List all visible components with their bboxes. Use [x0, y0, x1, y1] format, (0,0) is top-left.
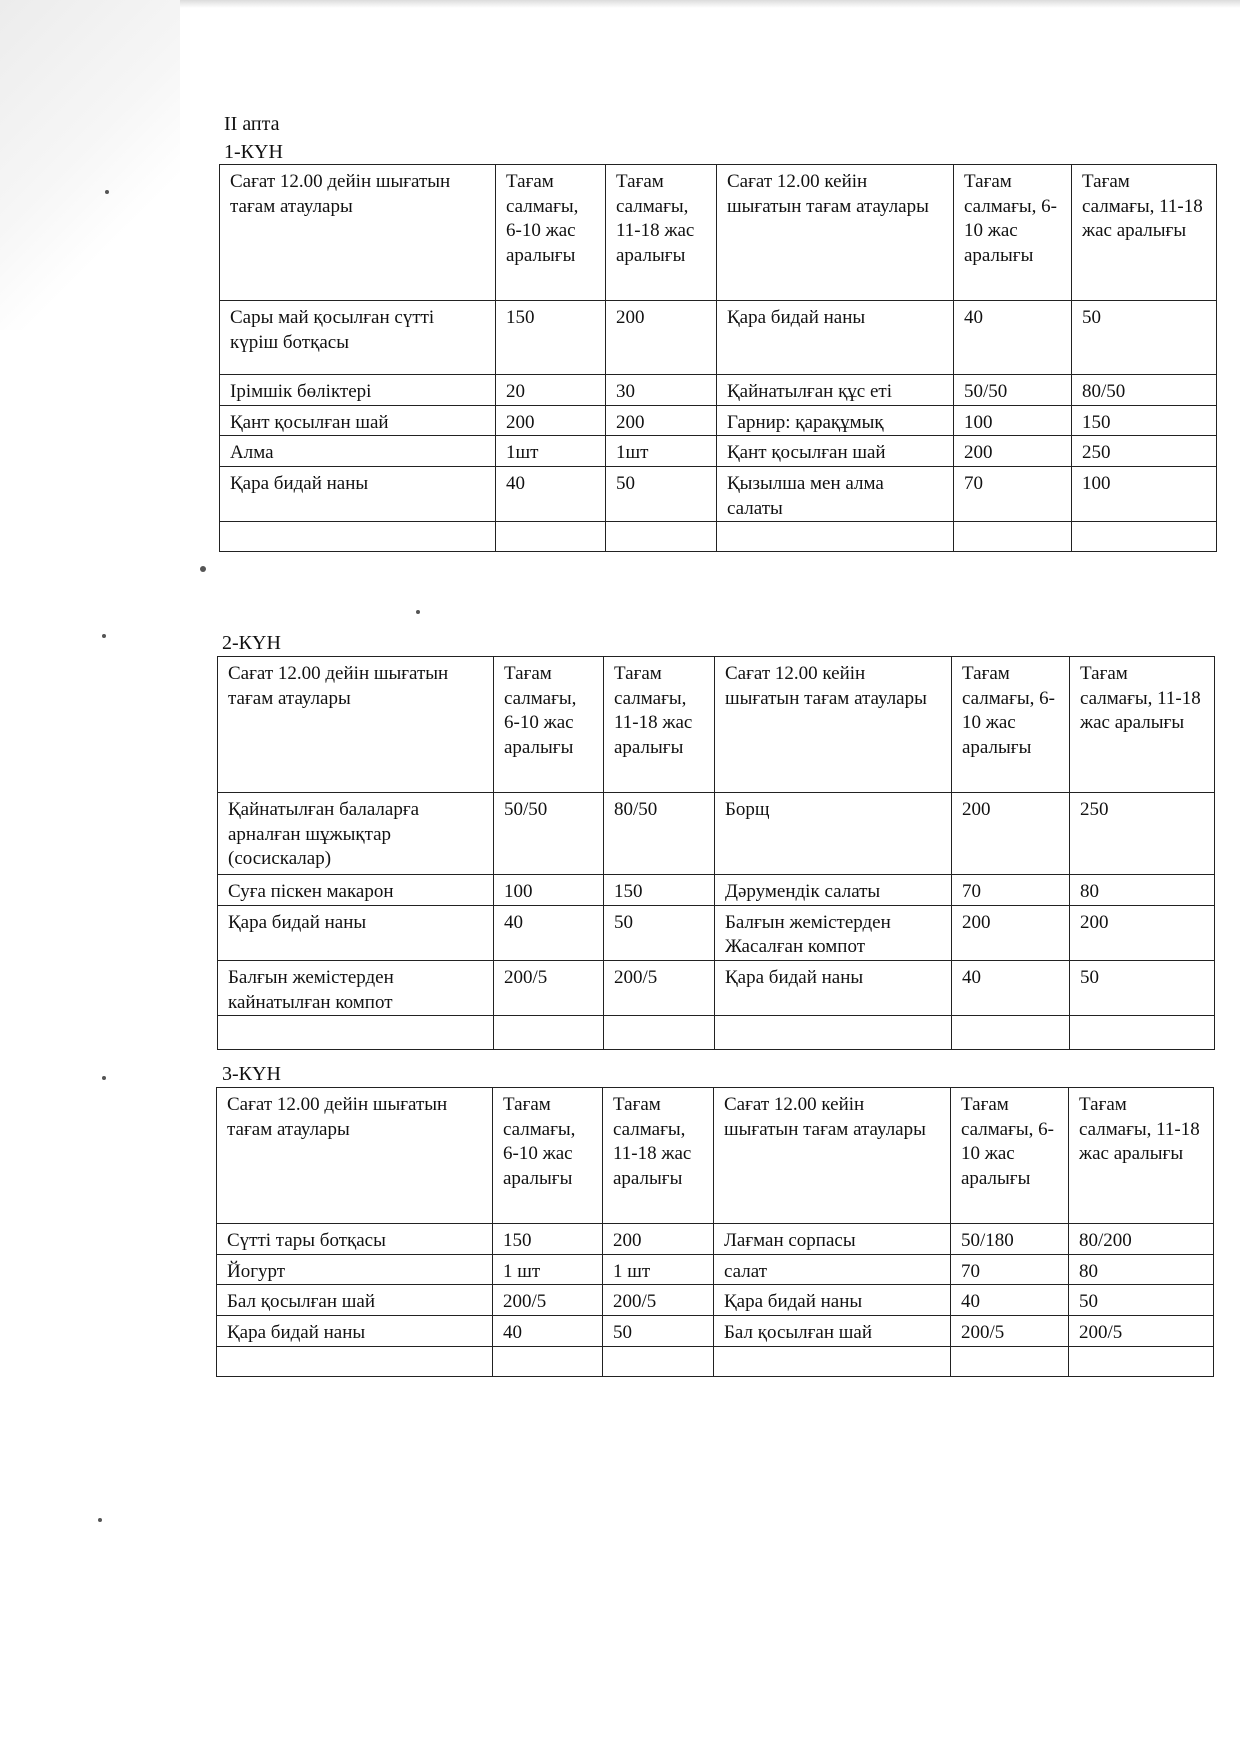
table-cell: 40	[494, 905, 604, 960]
header-cell: Сағат 12.00 кейін шығатын тағам атаулары	[714, 1088, 951, 1224]
table-cell: 200	[952, 793, 1070, 875]
header-cell: Сағат 12.00 кейін шығатын тағам атаулары	[717, 165, 954, 301]
table-cell: 1 шт	[603, 1254, 714, 1285]
header-cell: Тағам салмағы, 11-18 жас аралығы	[603, 1088, 714, 1224]
table-row	[217, 1254, 1214, 1285]
table-cell: 200	[603, 1224, 714, 1255]
table-row	[218, 793, 1215, 875]
scan-speck	[98, 1518, 102, 1522]
table-cell: Бал қосылған шай	[217, 1285, 493, 1316]
header-cell: Тағам салмағы, 6-10 жас аралығы	[954, 165, 1072, 301]
table-cell: Лағман сорпасы	[714, 1224, 951, 1255]
table-cell: 150	[604, 875, 715, 906]
table-cell: салат	[714, 1254, 951, 1285]
table-row-empty	[218, 1016, 1215, 1050]
table-row	[220, 301, 1217, 375]
table-cell: 50	[1069, 1285, 1214, 1316]
table-cell: 70	[951, 1254, 1069, 1285]
table-cell: 50/180	[951, 1224, 1069, 1255]
table-cell	[218, 1016, 494, 1050]
table-cell: 40	[951, 1285, 1069, 1316]
table-row	[218, 961, 1215, 1016]
table-row-empty	[220, 522, 1217, 552]
table-cell: Бал қосылған шай	[714, 1316, 951, 1347]
table-cell: 200/5	[951, 1316, 1069, 1347]
table-cell: Суға піскен макарон	[218, 875, 494, 906]
table-cell: Қара бидай наны	[715, 961, 952, 1016]
table-row	[220, 436, 1217, 467]
table-cell: 40	[496, 467, 606, 522]
table-cell: 80/50	[1072, 375, 1217, 406]
table-cell: 200	[606, 405, 717, 436]
table-row	[220, 467, 1217, 522]
table-cell: Қара бидай наны	[714, 1285, 951, 1316]
scan-speck	[102, 634, 106, 638]
table-cell: 100	[494, 875, 604, 906]
header-cell: Тағам салмағы, 11-18 жас аралығы	[1069, 1088, 1214, 1224]
table-cell: 150	[496, 301, 606, 375]
table-cell: 200/5	[604, 961, 715, 1016]
table-cell: 80/50	[604, 793, 715, 875]
scan-speck	[416, 610, 420, 614]
table-cell: Гарнир: қарақұмық	[717, 405, 954, 436]
header-cell: Тағам салмағы, 6-10 жас аралығы	[952, 657, 1070, 793]
table-cell: Алма	[220, 436, 496, 467]
table-cell	[606, 522, 717, 552]
table-row-empty	[217, 1346, 1214, 1376]
table-cell: Қызылша мен алма салаты	[717, 467, 954, 522]
header-cell: Тағам салмағы, 6-10 жас аралығы	[951, 1088, 1069, 1224]
header-cell: Сағат 12.00 дейін шығатын тағам атаулары	[217, 1088, 493, 1224]
table-cell: Балғын жемістерден кайнатылған компот	[218, 961, 494, 1016]
table-cell: 200/5	[603, 1285, 714, 1316]
table-cell	[952, 1016, 1070, 1050]
table-cell: Сары май қосылған сүтті күріш ботқасы	[220, 301, 496, 375]
header-cell: Тағам салмағы, 11-18 жас аралығы	[1070, 657, 1215, 793]
table-row	[217, 1224, 1214, 1255]
header-cell: Тағам салмағы, 6-10 жас аралығы	[494, 657, 604, 793]
table-cell	[714, 1346, 951, 1376]
table-row	[220, 405, 1217, 436]
table-cell: 50	[1070, 961, 1215, 1016]
table-cell: Қара бидай наны	[717, 301, 954, 375]
table-cell: 100	[1072, 467, 1217, 522]
table-cell: 1шт	[496, 436, 606, 467]
table-header-row	[218, 657, 1215, 793]
table-cell: 200/5	[494, 961, 604, 1016]
table-cell: Дәрумендік салаты	[715, 875, 952, 906]
table-cell: 50/50	[954, 375, 1072, 406]
header-cell: Тағам салмағы, 6-10 жас аралығы	[496, 165, 606, 301]
table-cell	[494, 1016, 604, 1050]
table-cell: Қайнатылған балаларға арналған шұжықтар (сосискалар)	[218, 793, 494, 875]
header-cell: Тағам салмағы, 6-10 жас аралығы	[493, 1088, 603, 1224]
header-cell: Тағам салмағы, 11-18 жас аралығы	[604, 657, 715, 793]
scan-speck	[105, 190, 109, 194]
table-cell: Йогурт	[217, 1254, 493, 1285]
table-row	[217, 1316, 1214, 1347]
day-3-title: 3-КҮН	[222, 1063, 281, 1085]
table-cell: Қант қосылған шай	[220, 405, 496, 436]
day-1-title: 1-КҮН	[224, 141, 283, 163]
table-cell: 80/200	[1069, 1224, 1214, 1255]
table-cell: Қара бидай наны	[220, 467, 496, 522]
table-cell: 40	[954, 301, 1072, 375]
table-cell: 50	[1072, 301, 1217, 375]
table-cell: 150	[493, 1224, 603, 1255]
table-cell: 50	[604, 905, 715, 960]
table-cell: 40	[493, 1316, 603, 1347]
table-cell: 70	[954, 467, 1072, 522]
table-cell: Қара бидай наны	[217, 1316, 493, 1347]
table-cell	[493, 1346, 603, 1376]
table-header-row	[220, 165, 1217, 301]
table-cell	[1072, 522, 1217, 552]
table-cell: Ірімшік бөліктері	[220, 375, 496, 406]
table-cell: 50	[606, 467, 717, 522]
day-2-menu-table	[217, 656, 1215, 1050]
table-cell	[217, 1346, 493, 1376]
table-cell	[715, 1016, 952, 1050]
table-cell: 20	[496, 375, 606, 406]
table-cell: 200	[952, 905, 1070, 960]
table-cell: Балғын жемістерден Жасалған компот	[715, 905, 952, 960]
table-cell: 150	[1072, 405, 1217, 436]
scan-top-edge	[0, 0, 1240, 8]
table-cell: Қайнатылған құс еті	[717, 375, 954, 406]
table-cell: 250	[1070, 793, 1215, 875]
table-cell	[1069, 1346, 1214, 1376]
table-cell: Қант қосылған шай	[717, 436, 954, 467]
table-cell: 70	[952, 875, 1070, 906]
day-2-title: 2-КҮН	[222, 632, 281, 654]
table-cell: 200	[606, 301, 717, 375]
table-cell	[220, 522, 496, 552]
table-cell: 30	[606, 375, 717, 406]
table-cell: 50	[603, 1316, 714, 1347]
table-cell: 200/5	[1069, 1316, 1214, 1347]
table-cell: 50/50	[494, 793, 604, 875]
header-cell: Тағам салмағы, 11-18 жас аралығы	[1072, 165, 1217, 301]
table-cell	[1070, 1016, 1215, 1050]
table-row	[218, 905, 1215, 960]
table-row	[218, 875, 1215, 906]
table-cell	[951, 1346, 1069, 1376]
table-cell: 200	[1070, 905, 1215, 960]
table-cell: Қара бидай наны	[218, 905, 494, 960]
table-cell: 1 шт	[493, 1254, 603, 1285]
table-cell: 200	[954, 436, 1072, 467]
table-header-row	[217, 1088, 1214, 1224]
table-cell: 1шт	[606, 436, 717, 467]
table-cell	[954, 522, 1072, 552]
table-cell: 200	[496, 405, 606, 436]
table-cell: 250	[1072, 436, 1217, 467]
table-cell	[717, 522, 954, 552]
table-cell: Сүтті тары ботқасы	[217, 1224, 493, 1255]
table-cell: Борщ	[715, 793, 952, 875]
scan-speck	[200, 566, 206, 572]
table-cell	[603, 1346, 714, 1376]
table-cell: 40	[952, 961, 1070, 1016]
table-cell	[604, 1016, 715, 1050]
header-cell: Сағат 12.00 дейін шығатын тағам атаулары	[218, 657, 494, 793]
day-1-menu-table	[219, 164, 1217, 552]
table-cell: 80	[1070, 875, 1215, 906]
header-cell: Сағат 12.00 дейін шығатын тағам атаулары	[220, 165, 496, 301]
table-row	[220, 375, 1217, 406]
day-3-menu-table	[216, 1087, 1214, 1377]
scan-speck	[102, 1076, 106, 1080]
table-row	[217, 1285, 1214, 1316]
table-cell: 100	[954, 405, 1072, 436]
header-cell: Тағам салмағы, 11-18 жас аралығы	[606, 165, 717, 301]
header-cell: Сағат 12.00 кейін шығатын тағам атаулары	[715, 657, 952, 793]
week-label: II апта	[224, 113, 280, 135]
table-cell	[496, 522, 606, 552]
table-cell: 80	[1069, 1254, 1214, 1285]
table-cell: 200/5	[493, 1285, 603, 1316]
scan-corner-shadow	[0, 0, 180, 330]
